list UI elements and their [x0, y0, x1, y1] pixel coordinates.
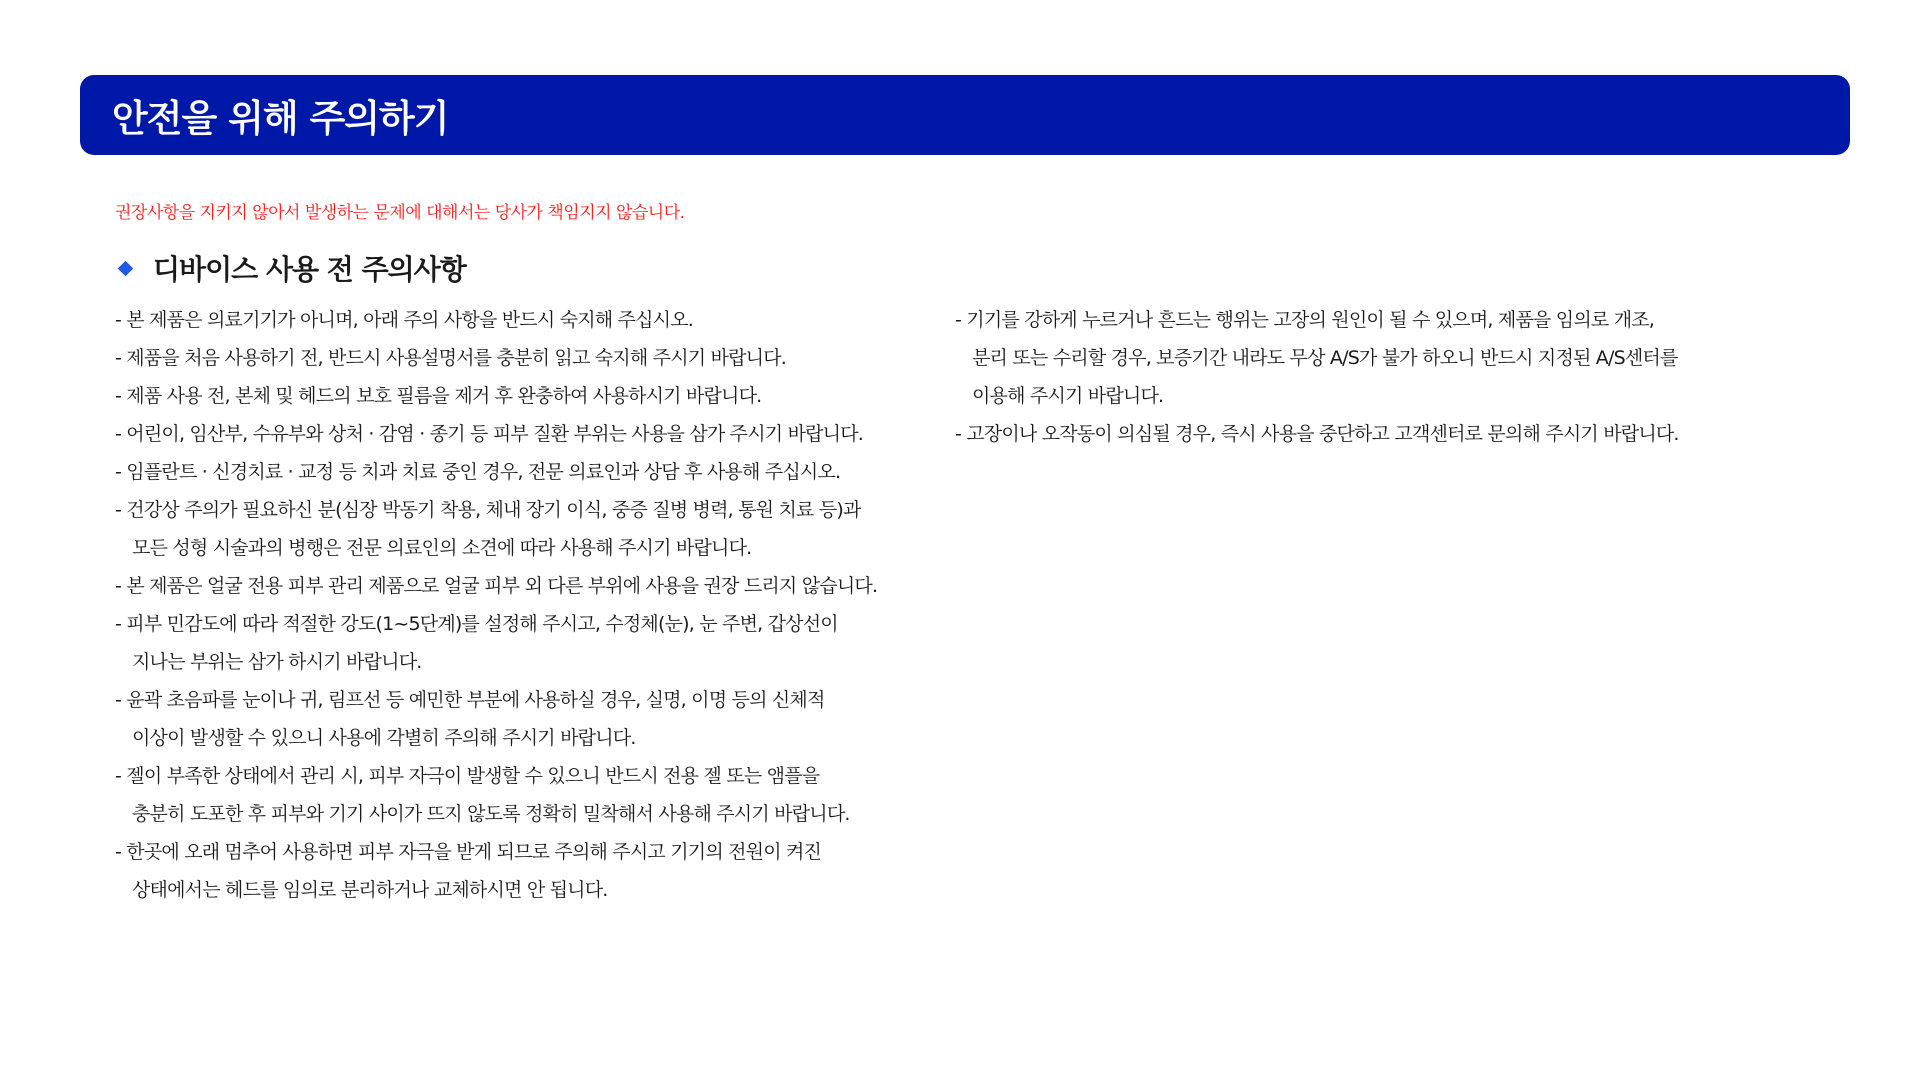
caution-line: - 제품을 처음 사용하기 전, 반드시 사용설명서를 충분히 읽고 숙지해 주시기 바랍니다.	[115, 347, 787, 369]
caution-line: - 고장이나 오작동이 의심될 경우, 즉시 사용을 중단하고 고객센터로 문의해 주시기 바랍니다.	[955, 423, 1679, 445]
section-title: 디바이스 사용 전 주의사항	[153, 253, 466, 286]
caution-line-continued: 지나는 부위는 삼가 하시기 바랍니다.	[132, 651, 422, 673]
title-banner	[80, 75, 1850, 155]
left-column	[115, 301, 915, 909]
caution-line: - 제품 사용 전, 본체 및 헤드의 보호 필름을 제거 후 완충하여 사용하시기 바랍니다.	[115, 385, 762, 407]
caution-line: - 건강상 주의가 필요하신 분(심장 박동기 착용, 체내 장기 이식, 중증 질병 병력, 통원 치료 등)과	[115, 499, 861, 521]
caution-line-continued: 이용해 주시기 바랍니다.	[972, 385, 1164, 407]
caution-line-continued: 이상이 발생할 수 있으니 사용에 각별히 주의해 주시기 바랍니다.	[132, 727, 636, 749]
caution-line: - 어린이, 임산부, 수유부와 상처 · 감염 · 종기 등 피부 질환 부위는 사용을 삼가 주시기 바랍니다.	[115, 423, 864, 445]
caution-line-continued: 상태에서는 헤드를 임의로 분리하거나 교체하시면 안 됩니다.	[132, 879, 608, 901]
section-header	[120, 248, 466, 288]
page-title: 안전을 위해 주의하기	[112, 97, 449, 140]
caution-line: - 본 제품은 얼굴 전용 피부 관리 제품으로 얼굴 피부 외 다른 부위에 사용을 권장 드리지 않습니다.	[115, 575, 878, 597]
right-column	[955, 301, 1835, 453]
caution-line-continued: 모든 성형 시술과의 병행은 전문 의료인의 소견에 따라 사용해 주시기 바랍니다.	[132, 537, 752, 559]
caution-line: - 윤곽 초음파를 눈이나 귀, 림프선 등 예민한 부분에 사용하실 경우, 실명, 이명 등의 신체적	[115, 689, 825, 711]
caution-line-continued: 분리 또는 수리할 경우, 보증기간 내라도 무상 A/S가 불가 하오니 반드시 지정된 A/S센터를	[972, 347, 1678, 369]
diamond-icon	[118, 260, 134, 276]
caution-line: - 피부 민감도에 따라 적절한 강도(1~5단계)를 설정해 주시고, 수정체(눈), 눈 주변, 갑상선이	[115, 613, 838, 635]
caution-line: - 본 제품은 의료기기가 아니며, 아래 주의 사항을 반드시 숙지해 주십시오.	[115, 309, 693, 331]
caution-line: - 젤이 부족한 상태에서 관리 시, 피부 자극이 발생할 수 있으니 반드시 전용 젤 또는 앰플을	[115, 765, 820, 787]
caution-line: - 한곳에 오래 멈추어 사용하면 피부 자극을 받게 되므로 주의해 주시고 기기의 전원이 켜진	[115, 841, 822, 863]
caution-line: - 임플란트 · 신경치료 · 교정 등 치과 치료 중인 경우, 전문 의료인과 상담 후 사용해 주십시오.	[115, 461, 841, 483]
caution-line-continued: 충분히 도포한 후 피부와 기기 사이가 뜨지 않도록 정확히 밀착해서 사용해 주시기 바랍니다.	[132, 803, 850, 825]
caution-line: - 기기를 강하게 누르거나 흔드는 행위는 고장의 원인이 될 수 있으며, 제품을 임의로 개조,	[955, 309, 1655, 331]
disclaimer-text: 권장사항을 지키지 않아서 발생하는 문제에 대해서는 당사가 책임지지 않습니다.	[115, 203, 685, 223]
